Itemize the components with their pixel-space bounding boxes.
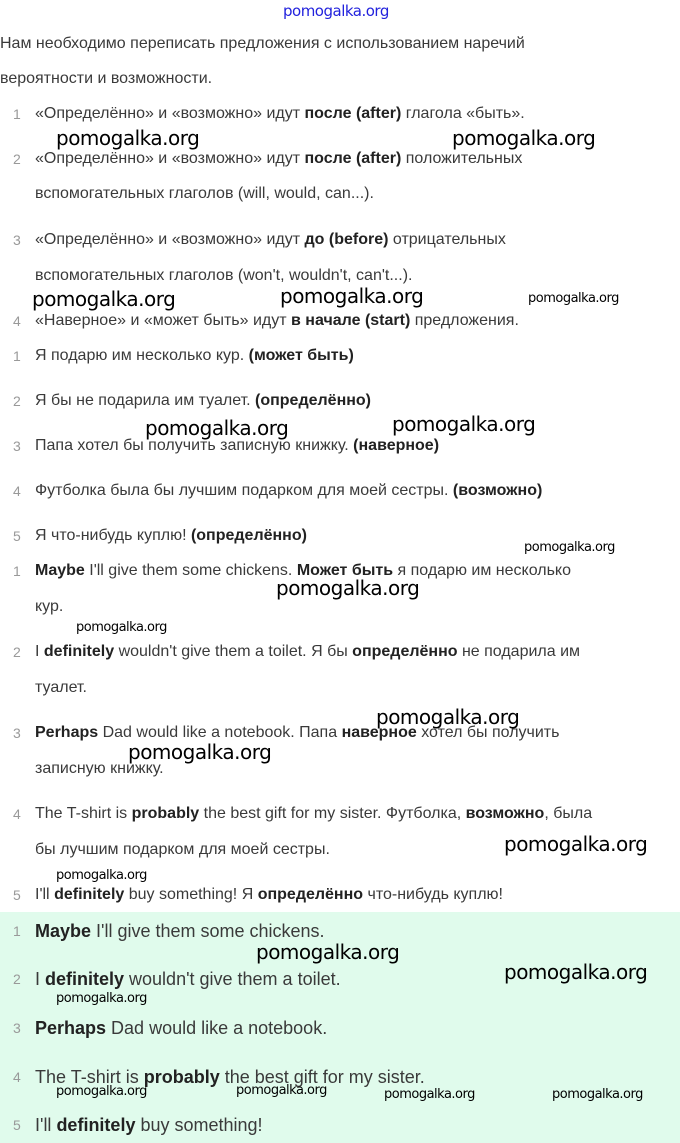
rule-line: [35, 149, 522, 169]
text-segment: I: [35, 643, 44, 660]
bold-text: возможно: [465, 805, 545, 822]
watermark: pomogalka.org: [56, 991, 147, 1006]
item-number: 4: [13, 806, 21, 822]
watermark: pomogalka.org: [528, 291, 619, 306]
text-segment: Dad would like a notebook.: [106, 1018, 328, 1038]
item-number: 2: [13, 393, 21, 409]
watermark: pomogalka.org: [76, 620, 167, 635]
watermark: pomogalka.org: [56, 868, 147, 883]
rule-line: [35, 230, 506, 250]
text-segment: The T-shirt is: [35, 1067, 144, 1087]
item-number: 1: [13, 348, 21, 364]
rule-line: [35, 104, 525, 124]
text-segment: Папа хотел бы получить записную книжку.: [35, 437, 354, 454]
watermark: pomogalka.org: [32, 287, 176, 311]
bold-text: definitely: [54, 886, 125, 903]
bold-text: definitely: [43, 643, 115, 660]
item-number: 2: [13, 151, 21, 167]
text-segment: I'll give them some chickens.: [91, 921, 325, 941]
text-segment: туалет.: [35, 679, 87, 696]
watermark: pomogalka.org: [256, 940, 400, 964]
text-segment: Я подарю им несколько кур.: [35, 347, 249, 364]
text-segment: отрицательных: [388, 231, 506, 248]
watermark: pomogalka.org: [524, 540, 615, 555]
translation-line: [35, 597, 63, 617]
translation-line: [35, 885, 503, 905]
watermark: pomogalka.org: [56, 126, 200, 150]
bold-text: Может быть: [296, 562, 394, 579]
answer-line: [35, 1018, 327, 1038]
watermark: pomogalka.org: [452, 126, 596, 150]
item-number: 5: [13, 887, 21, 903]
item-number: 5: [13, 528, 21, 544]
watermark: pomogalka.org: [56, 1084, 147, 1099]
item-number: 1: [13, 106, 21, 122]
watermark: pomogalka.org: [280, 284, 424, 308]
watermark: pomogalka.org: [552, 1087, 643, 1102]
text-segment: I'll give them some chickens.: [84, 562, 297, 579]
task-line: [35, 391, 371, 411]
text-segment: the best gift for my sister.: [219, 1067, 425, 1087]
text-segment: «Определённо» и «возможно» идут: [35, 231, 305, 248]
watermark: pomogalka.org: [276, 576, 420, 600]
rule-line: [35, 311, 519, 331]
watermark: pomogalka.org: [236, 1083, 327, 1098]
text-segment: не подарила им: [457, 643, 581, 660]
bold-text: после (after): [304, 105, 402, 122]
bold-text: (определённо): [255, 392, 371, 409]
header-watermark: pomogalka.org: [283, 2, 389, 20]
item-number: 3: [13, 438, 21, 454]
answer-line: [35, 921, 325, 941]
text-segment: Dad would like a notebook. Папа: [98, 724, 342, 741]
watermark: pomogalka.org: [376, 705, 520, 729]
bold-text: после (after): [304, 150, 402, 167]
text-segment: «Определённо» и «возможно» идут: [35, 150, 305, 167]
bold-text: Maybe: [35, 562, 85, 579]
bold-text: probably: [143, 1067, 220, 1087]
text-segment: хотел бы получить: [416, 724, 560, 741]
item-number: 3: [13, 232, 21, 248]
bold-text: definitely: [56, 1115, 136, 1135]
item-number: 3: [13, 1020, 21, 1036]
bold-text: в начале (start): [291, 312, 411, 329]
rule-line: [35, 266, 412, 286]
item-number: 2: [13, 971, 21, 987]
watermark: pomogalka.org: [145, 416, 289, 440]
translation-line: [35, 678, 87, 698]
intro-line: Нам необходимо переписать предложения с использованием наречий: [0, 35, 525, 52]
watermark: pomogalka.org: [384, 1087, 475, 1102]
text-segment: buy something!: [135, 1115, 263, 1135]
translation-line: [35, 642, 580, 662]
text-segment: вспомогательных глаголов (will, would, can...).: [35, 185, 374, 202]
text-segment: wouldn't give them a toilet.: [124, 969, 341, 989]
watermark: pomogalka.org: [504, 960, 648, 984]
text-segment: I: [35, 969, 46, 989]
bold-text: определённо: [352, 643, 458, 660]
watermark: pomogalka.org: [128, 740, 272, 764]
text-segment: что-нибудь куплю!: [363, 886, 503, 903]
bold-text: Maybe: [35, 921, 92, 941]
text-segment: предложения.: [410, 312, 519, 329]
bold-text: до (before): [304, 231, 389, 248]
text-segment: вспомогательных глаголов (won't, wouldn't, can't...).: [35, 267, 413, 284]
text-segment: «Наверное» и «может быть» идут: [35, 312, 292, 329]
answer-line: [35, 969, 341, 989]
bold-text: Perhaps: [35, 724, 99, 741]
text-segment: Я бы не подарила им туалет.: [35, 392, 256, 409]
answer-line: [35, 1115, 263, 1135]
text-segment: I'll: [35, 1115, 57, 1135]
rule-line: [35, 184, 374, 204]
bold-text: definitely: [45, 969, 125, 989]
text-segment: The T-shirt is: [35, 805, 132, 822]
bold-text: (определённо): [190, 527, 307, 544]
bold-text: Perhaps: [35, 1018, 107, 1038]
task-line: [35, 526, 307, 546]
text-segment: wouldn't give them a toilet. Я бы: [114, 643, 353, 660]
bold-text: (наверное): [353, 437, 440, 454]
text-segment: глагола «быть».: [401, 105, 525, 122]
text-segment: Футболка была бы лучшим подарком для моей сестры.: [35, 482, 453, 499]
text-segment: I'll: [35, 886, 55, 903]
intro-line: вероятности и возможности.: [0, 70, 213, 87]
text-segment: «Определённо» и «возможно» идут: [35, 105, 305, 122]
item-number: 3: [13, 725, 21, 741]
watermark: pomogalka.org: [504, 832, 648, 856]
item-number: 4: [13, 313, 21, 329]
text-segment: кур.: [35, 598, 64, 615]
text-segment: , была: [544, 805, 593, 822]
text-segment: Я что-нибудь куплю!: [35, 527, 191, 544]
item-number: 4: [13, 1069, 21, 1085]
bold-text: наверное: [341, 724, 417, 741]
item-number: 4: [13, 483, 21, 499]
text-segment: я подарю им несколько: [393, 562, 571, 579]
task-line: [35, 481, 542, 501]
item-number: 1: [13, 923, 21, 939]
bold-text: probably: [131, 805, 200, 822]
text-segment: the best gift for my sister. Футболка,: [199, 805, 466, 822]
item-number: 5: [13, 1117, 21, 1133]
task-line: [35, 346, 354, 366]
bold-text: (возможно): [452, 482, 543, 499]
text-segment: бы лучшим подарком для моей сестры.: [35, 841, 330, 858]
text-segment: записную книжку.: [35, 760, 164, 777]
bold-text: (может быть): [248, 347, 354, 364]
text-segment: положительных: [401, 150, 523, 167]
translation-line: [35, 840, 330, 860]
translation-line: [35, 804, 592, 824]
bold-text: определённо: [257, 886, 364, 903]
item-number: 1: [13, 563, 21, 579]
watermark: pomogalka.org: [392, 412, 536, 436]
text-segment: buy something! Я: [124, 886, 258, 903]
item-number: 2: [13, 644, 21, 660]
